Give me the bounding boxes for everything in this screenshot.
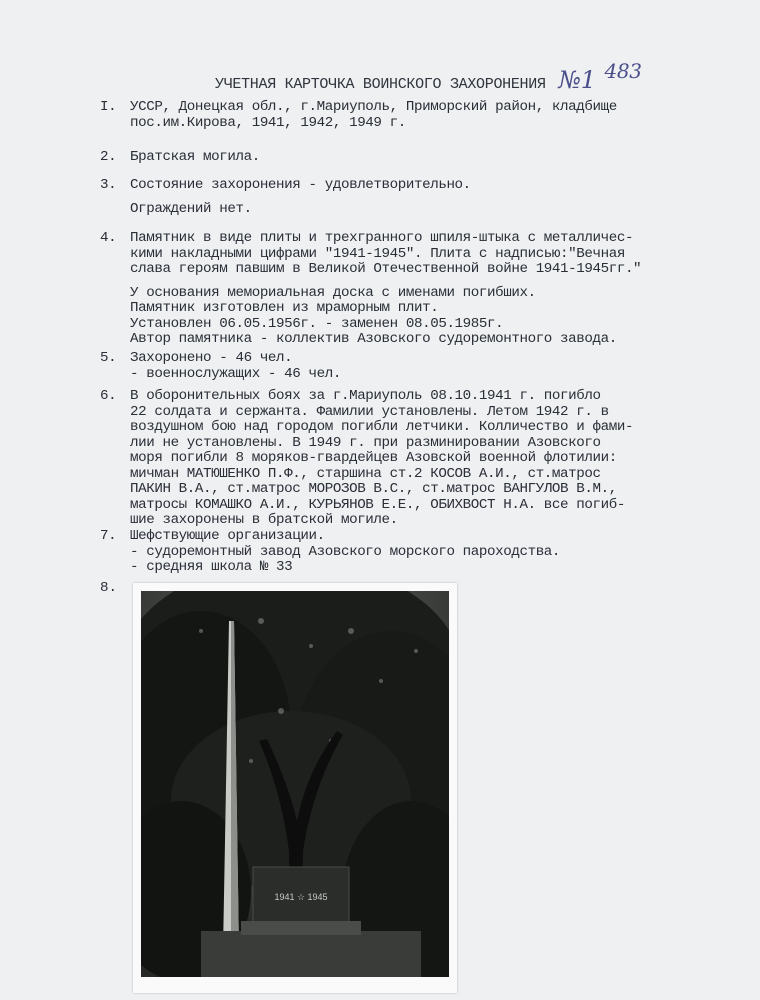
memorial-photo <box>133 583 457 993</box>
item-line: - судоремонтный завод Азовского морского пароходства. <box>130 543 561 560</box>
photo-image <box>141 591 449 977</box>
title-text: УЧЕТНАЯ КАРТОЧКА ВОИНСКОГО ЗАХОРОНЕНИЯ <box>215 76 546 93</box>
item-line: Установлен 06.05.1956г. - заменен 08.05.1985г. <box>130 315 504 332</box>
item-line: В оборонительных боях за г.Мариуполь 08.10.1941 г. погибло <box>130 388 601 404</box>
item-line: УССР, Донецкая обл., г.Мариуполь, Приморский район, кладбище <box>130 99 617 115</box>
item-line: мичман МАТЮШЕНКО П.Ф., старшина ст.2 КОСОВ А.И., ст.матрос <box>130 465 601 482</box>
item-4 <box>100 231 641 348</box>
handwritten-index: 483 <box>604 59 642 83</box>
handwritten-number: №1 <box>558 66 596 94</box>
item-number: 3. <box>100 177 117 193</box>
plaque-text: 1941 ☆ 1945 <box>274 892 328 902</box>
item-line: Шефствующие организации. <box>130 528 325 544</box>
item-line: Памятник в виде плиты и трехгранного шпиля-штыка с металличес- <box>130 230 634 246</box>
item-line: кими накладными цифрами "1941-1945". Плита с надписью:"Вечная <box>130 245 625 262</box>
photo-scene <box>141 591 449 977</box>
item-line: У основания мемориальная доска с именами погибших. <box>130 284 536 301</box>
item-line: 22 солдата и сержанта. Фамилии установлены. Летом 1942 г. в <box>130 403 609 420</box>
item-line: Захоронено - 46 чел. <box>130 350 293 366</box>
item-line: Памятник изготовлен из мраморным плит. <box>130 300 439 316</box>
item-line: пос.им.Кирова, 1941, 1942, 1949 г. <box>130 114 406 131</box>
item-line: Ограждений нет. <box>130 200 252 217</box>
item-number: 6. <box>100 388 117 404</box>
item-line: Братская могила. <box>130 149 260 165</box>
item-line: слава героям павшим в Великой Отечественной войне 1941-1945гг." <box>130 261 642 277</box>
item-line: ПАКИН В.А., ст.матрос МОРОЗОВ В.С., ст.матрос ВАНГУЛОВ В.М., <box>130 481 617 497</box>
item-1 <box>100 100 617 131</box>
item-line: лии не установлены. В 1949 г. при разминировании Азовского <box>130 434 601 451</box>
item-line: моря погибли 8 моряков-гвардейцев Азовской военной флотилии: <box>130 450 617 466</box>
item-line: шие захоронены в братской могиле. <box>130 512 398 528</box>
item-3 <box>100 178 471 217</box>
item-8-number: 8. <box>100 580 118 596</box>
item-line: - средняя школа № 33 <box>130 559 293 575</box>
item-5 <box>100 351 341 382</box>
item-number: 7. <box>100 528 117 544</box>
item-7 <box>100 529 560 576</box>
item-6 <box>100 389 633 529</box>
item-number: 2. <box>100 149 117 165</box>
item-2 <box>100 150 260 166</box>
item-line: Автор памятника - коллектив Азовского судоремонтного завода. <box>130 331 617 347</box>
item-number: I. <box>100 99 117 115</box>
item-line: матросы КОМАШКО А.И., КУРЬЯНОВ Е.Е., ОБИХВОСТ Н.А. все погиб- <box>130 496 625 513</box>
item-line: - военнослужащих - 46 чел. <box>130 365 341 382</box>
item-number: 4. <box>100 230 117 246</box>
item-number: 5. <box>100 350 117 366</box>
item-line: Состояние захоронения - удовлетворительно. <box>130 177 471 193</box>
item-line: воздушном бою над городом погибли летчики. Колличество и фами- <box>130 419 634 435</box>
card-title <box>215 59 642 94</box>
